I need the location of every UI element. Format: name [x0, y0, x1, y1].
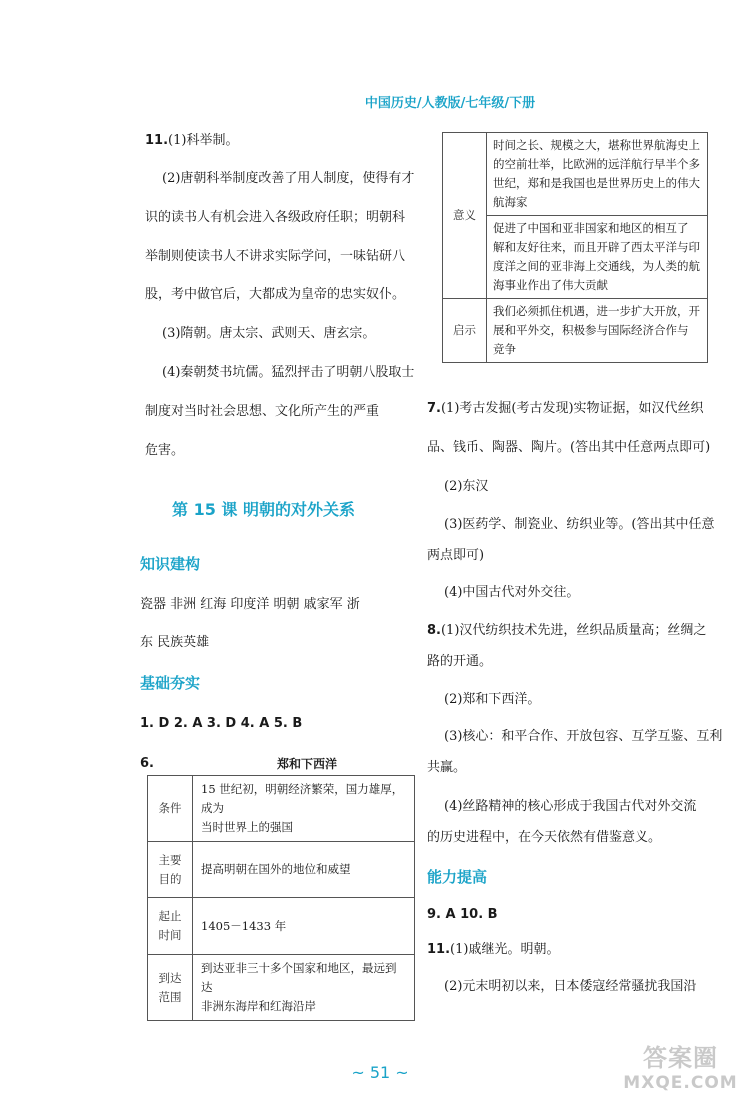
q8-part3-line2: 共赢。 — [427, 760, 467, 775]
row-value: 15 世纪初，明朝经济繁荣，国力雄厚，成为 当时世界上的强国 — [193, 776, 415, 842]
q11-part2-line1: (2)唐朝科举制度改善了用人制度，使得有才 — [162, 171, 415, 186]
question-number: 7. — [427, 401, 441, 416]
q7-part3-line1: (3)医药学、制瓷业、纺织业等。(答出其中任意 — [444, 517, 715, 532]
table-row — [148, 776, 415, 842]
q8-part4-line1: (4)丝路精神的核心形成于我国古代对外交流 — [444, 799, 697, 814]
q6-table — [147, 775, 415, 1021]
q11-part2-line2: 识的读书人有机会进入各级政府任职；明朝科 — [145, 210, 406, 225]
table-row — [443, 299, 708, 363]
row-value: 到达亚非三十多个国家和地区，最远到达 非洲东海岸和红海沿岸 — [193, 955, 415, 1021]
q8-part2: (2)郑和下西洋。 — [444, 692, 541, 707]
q7-part3-line2: 两点即可) — [427, 548, 485, 563]
table-row — [443, 133, 708, 216]
q7-part4: (4)中国古代对外交往。 — [444, 585, 580, 600]
knowledge-line1: 瓷器 非洲 红海 印度洋 明朝 戚家军 浙 — [140, 597, 360, 612]
section-knowledge: 知识建构 — [140, 555, 201, 573]
table-row — [148, 842, 415, 898]
row-header: 起止 时间 — [148, 898, 193, 955]
row-header: 条件 — [148, 776, 193, 842]
q8-part1-line2: 路的开通。 — [427, 654, 493, 669]
q11-part1: 11.(1)科举制。 — [145, 133, 239, 148]
q7-part2: (2)东汉 — [444, 479, 489, 494]
row-header: 到达 范围 — [148, 955, 193, 1021]
row-header: 启示 — [443, 299, 487, 363]
knowledge-line2: 东 民族英雄 — [140, 635, 210, 650]
q11-part3: (3)隋朝。唐太宗、武则天、唐玄宗。 — [162, 326, 376, 341]
q8-part4-line2: 的历史进程中，在今天依然有借鉴意义。 — [427, 830, 662, 845]
q11-part4-line1: (4)秦朝焚书坑儒。猛烈抨击了明朝八股取士 — [162, 365, 415, 380]
question-number: 11. — [145, 133, 169, 148]
q11-part4-line3: 危害。 — [145, 443, 185, 458]
running-header: 中国历史/人教版/七年级/下册 — [364, 96, 536, 111]
table-row — [148, 955, 415, 1021]
q11-part2-line4: 股，考中做官后，大都成为皇帝的忠实奴仆。 — [145, 287, 406, 302]
row-value: 提高明朝在国外的地位和威望 — [193, 842, 415, 898]
question-number: 11. — [427, 942, 451, 957]
q11-part4-line2: 制度对当时社会思想、文化所产生的严重 — [145, 404, 380, 419]
row-value: 促进了中国和亚非国家和地区的相互了 解和友好往来，而且开辟了西太平洋与印 度洋之间的亚非海上交通线，为人类的航 海事业作出了伟大贡献 — [487, 216, 708, 299]
q6-table-title: 郑和下西洋 — [276, 757, 337, 771]
q11b-part2: (2)元末明初以来，日本倭寇经常骚扰我国沿 — [444, 979, 697, 994]
watermark-logo: 答案圈 MXQE.COM — [623, 1044, 738, 1093]
question-number: 8. — [427, 623, 441, 638]
q7-part1-line1: 7.(1)考古发掘(考古发现)实物证据，如汉代丝织 — [427, 401, 704, 416]
q8-part3-line1: (3)核心：和平合作、开放包容、互学互鉴、互利 — [444, 729, 723, 744]
row-header: 主要 目的 — [148, 842, 193, 898]
section-basics: 基础夯实 — [140, 674, 201, 692]
q6-number: 6. — [140, 756, 154, 771]
row-header: 意义 — [443, 133, 487, 299]
q11b-part1: 11.(1)戚继光。明朝。 — [427, 942, 560, 957]
row-value: 我们必须抓住机遇，进一步扩大开放，开 展和平外交，积极参与国际经济合作与 竞争 — [487, 299, 708, 363]
lesson-title: 第 15 课 明朝的对外关系 — [172, 500, 355, 519]
q11-part2-line3: 举制则使读书人不讲求实际学问，一味钻研八 — [145, 249, 406, 264]
row-value: 1405－1433 年 — [193, 898, 415, 955]
answers-9-10: 9. A 10. B — [427, 907, 498, 922]
table-row — [148, 898, 415, 955]
answers-1-5: 1. D 2. A 3. D 4. A 5. B — [140, 716, 303, 731]
q8-part1-line1: 8.(1)汉代纺织技术先进，丝织品质量高；丝绸之 — [427, 623, 707, 638]
section-ability: 能力提高 — [427, 868, 488, 886]
significance-table — [442, 132, 708, 363]
q7-part1-line2: 品、钱币、陶器、陶片。(答出其中任意两点即可) — [427, 440, 711, 455]
row-value: 时间之长、规模之大，堪称世界航海史上 的空前壮举，比欧洲的远洋航行早半个多 世纪，郑和是我国也是世界历史上的伟大 航海家 — [487, 133, 708, 216]
page-number: ~ 51 ~ — [351, 1063, 409, 1082]
